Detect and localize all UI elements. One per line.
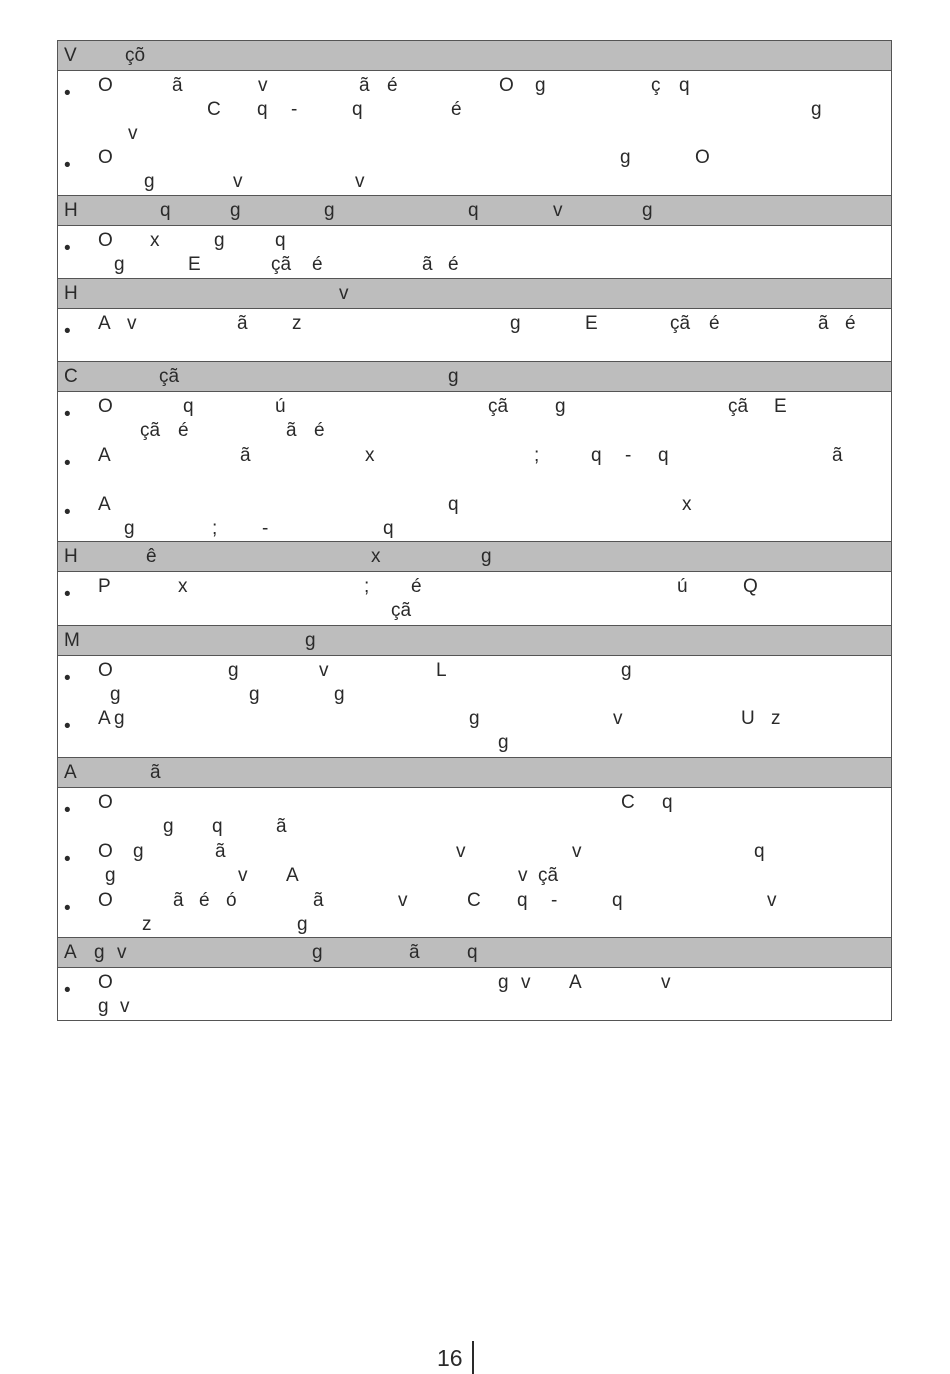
bullet-marker: • — [64, 800, 71, 821]
body-text-fragment: - — [262, 518, 269, 539]
body-text-fragment: ã — [286, 420, 297, 441]
body-text-fragment: g — [163, 816, 174, 837]
body-text-fragment: g — [498, 972, 509, 993]
body-text-fragment: x — [150, 230, 160, 251]
body-text-fragment: ã — [240, 445, 251, 466]
section-title-fragment: A — [64, 762, 77, 783]
body-text-fragment: ã — [173, 890, 184, 911]
body-text-fragment: g — [334, 684, 345, 705]
body-text-fragment: çã — [140, 420, 161, 441]
section-title-fragment: x — [371, 546, 381, 567]
body-text-fragment: g — [469, 708, 480, 729]
body-text-fragment: O — [98, 147, 113, 168]
section-title-fragment: g — [642, 200, 653, 221]
body-text-fragment: é — [845, 313, 856, 334]
bullet-marker: • — [64, 668, 71, 689]
body-text-fragment: ã — [215, 841, 226, 862]
section-title-fragment: g — [230, 200, 241, 221]
body-text-fragment: ã — [832, 445, 843, 466]
section-title-fragment: M — [64, 630, 80, 651]
body-text-fragment: çã — [271, 254, 292, 275]
body-text-fragment: A — [98, 313, 111, 334]
body-text-fragment: ç — [651, 75, 661, 96]
section-body — [58, 309, 891, 362]
body-text-fragment: q — [517, 890, 528, 911]
body-text-fragment: - — [551, 890, 558, 911]
body-text-fragment: ã — [237, 313, 248, 334]
body-text-fragment: A — [98, 445, 111, 466]
body-text-fragment: g — [228, 660, 239, 681]
body-text-fragment: O — [98, 841, 113, 862]
section-title-fragment: g — [448, 366, 459, 387]
section-title-fragment: g — [481, 546, 492, 567]
body-text-fragment: Q — [743, 576, 758, 597]
body-text-fragment: v — [127, 313, 137, 334]
section-title-fragment: çõ — [125, 45, 146, 66]
section-title-fragment: g — [312, 942, 323, 963]
body-text-fragment: z — [292, 313, 302, 334]
body-text-fragment: é — [709, 313, 720, 334]
body-text-fragment: q — [383, 518, 394, 539]
body-text-fragment: O — [98, 230, 113, 251]
body-text-fragment: v — [398, 890, 408, 911]
body-text-fragment: q — [612, 890, 623, 911]
section-body — [58, 71, 891, 196]
body-text-fragment: ã — [422, 254, 433, 275]
body-text-fragment: q — [183, 396, 194, 417]
bullet-marker: • — [64, 716, 71, 737]
body-text-fragment: A — [569, 972, 582, 993]
bullet-marker: • — [64, 502, 71, 523]
bullet-marker: • — [64, 980, 71, 1001]
body-text-fragment: g — [214, 230, 225, 251]
section-header — [58, 362, 891, 392]
section-title-fragment: v — [339, 283, 349, 304]
body-text-fragment: E — [585, 313, 598, 334]
body-text-fragment: ã — [359, 75, 370, 96]
section-body — [58, 392, 891, 542]
troubleshooting-table — [57, 40, 892, 1021]
body-text-fragment: x — [365, 445, 375, 466]
section-title-fragment: g — [94, 942, 105, 963]
body-text-fragment: O — [98, 660, 113, 681]
body-text-fragment: v — [767, 890, 777, 911]
section-header — [58, 196, 891, 226]
body-text-fragment: g — [114, 254, 125, 275]
section-title-fragment: H — [64, 546, 78, 567]
body-text-fragment: v — [233, 171, 243, 192]
body-text-fragment: q — [352, 99, 363, 120]
body-text-fragment: v — [128, 123, 138, 144]
body-text-fragment: g — [620, 147, 631, 168]
bullet-marker: • — [64, 238, 71, 259]
body-text-fragment: é — [312, 254, 323, 275]
section-title-fragment: ê — [146, 546, 157, 567]
body-text-fragment: é — [448, 254, 459, 275]
section-body — [58, 656, 891, 758]
page-number: 16 — [437, 1345, 463, 1371]
body-text-fragment: ã — [172, 75, 183, 96]
body-text-fragment: A — [98, 494, 111, 515]
body-text-fragment: ú — [275, 396, 286, 417]
bullet-marker: • — [64, 898, 71, 919]
section-header — [58, 626, 891, 656]
section-title-fragment: g — [324, 200, 335, 221]
section-body — [58, 788, 891, 938]
body-text-fragment: ; — [212, 518, 218, 539]
section-title-fragment: g — [305, 630, 316, 651]
section-title-fragment: ã — [409, 942, 420, 963]
body-text-fragment: v — [238, 865, 248, 886]
body-text-fragment: v — [572, 841, 582, 862]
body-text-fragment: - — [625, 445, 632, 466]
body-text-fragment: v — [661, 972, 671, 993]
body-text-fragment: v — [120, 996, 130, 1017]
body-text-fragment: v — [521, 972, 531, 993]
body-text-fragment: g — [98, 996, 109, 1017]
section-header — [58, 279, 891, 309]
body-text-fragment: - — [291, 99, 298, 120]
body-text-fragment: q — [275, 230, 286, 251]
body-text-fragment: v — [613, 708, 623, 729]
body-text-fragment: ú — [677, 576, 688, 597]
section-header — [58, 542, 891, 572]
section-header — [58, 938, 891, 968]
body-text-fragment: é — [178, 420, 189, 441]
section-title-fragment: ã — [150, 762, 161, 783]
section-title-fragment: q — [468, 200, 479, 221]
body-text-fragment: é — [411, 576, 422, 597]
body-text-fragment: A — [98, 708, 111, 729]
body-text-fragment: v — [355, 171, 365, 192]
body-text-fragment: g — [621, 660, 632, 681]
body-text-fragment: E — [774, 396, 787, 417]
body-text-fragment: q — [591, 445, 602, 466]
body-text-fragment: g — [144, 171, 155, 192]
bullet-marker: • — [64, 155, 71, 176]
section-title-fragment: V — [64, 45, 77, 66]
section-title-fragment: H — [64, 200, 78, 221]
body-text-fragment: q — [679, 75, 690, 96]
section-title-fragment: q — [160, 200, 171, 221]
body-text-fragment: é — [314, 420, 325, 441]
body-text-fragment: A — [286, 865, 299, 886]
body-text-fragment: ; — [364, 576, 370, 597]
body-text-fragment: ó — [226, 890, 237, 911]
body-text-fragment: g — [535, 75, 546, 96]
body-text-fragment: g — [555, 396, 566, 417]
body-text-fragment: C — [467, 890, 481, 911]
body-text-fragment: O — [98, 972, 113, 993]
section-body — [58, 226, 891, 279]
body-text-fragment: q — [448, 494, 459, 515]
body-text-fragment: çã — [670, 313, 691, 334]
section-title-fragment: A — [64, 942, 77, 963]
body-text-fragment: g — [811, 99, 822, 120]
body-text-fragment: O — [98, 396, 113, 417]
body-text-fragment: z — [771, 708, 781, 729]
body-text-fragment: O — [98, 75, 113, 96]
body-text-fragment: O — [499, 75, 514, 96]
section-title-fragment: v — [117, 942, 127, 963]
body-text-fragment: O — [98, 890, 113, 911]
body-text-fragment: x — [682, 494, 692, 515]
body-text-fragment: L — [436, 660, 447, 681]
body-text-fragment: q — [257, 99, 268, 120]
body-text-fragment: v — [319, 660, 329, 681]
body-text-fragment: g — [297, 914, 308, 935]
bullet-marker: • — [64, 83, 71, 104]
body-text-fragment: q — [754, 841, 765, 862]
body-text-fragment: O — [98, 792, 113, 813]
body-text-fragment: ; — [534, 445, 540, 466]
section-header — [58, 758, 891, 788]
body-text-fragment: O — [695, 147, 710, 168]
body-text-fragment: é — [199, 890, 210, 911]
body-text-fragment: é — [451, 99, 462, 120]
body-text-fragment: g — [249, 684, 260, 705]
body-text-fragment: q — [658, 445, 669, 466]
body-text-fragment: v — [518, 865, 528, 886]
section-title-fragment: H — [64, 283, 78, 304]
body-text-fragment: çã — [728, 396, 749, 417]
body-text-fragment: g — [110, 684, 121, 705]
body-text-fragment: çã — [391, 600, 412, 621]
bullet-marker: • — [64, 321, 71, 342]
body-text-fragment: q — [212, 816, 223, 837]
bullet-marker: • — [64, 404, 71, 425]
page-number-rule — [472, 1341, 474, 1374]
body-text-fragment: U — [741, 708, 755, 729]
section-body — [58, 572, 891, 626]
bullet-marker: • — [64, 584, 71, 605]
section-body — [58, 968, 891, 1020]
body-text-fragment: g — [124, 518, 135, 539]
body-text-fragment: v — [258, 75, 268, 96]
section-header — [58, 41, 891, 71]
body-text-fragment: x — [178, 576, 188, 597]
body-text-fragment: E — [188, 254, 201, 275]
body-text-fragment: çã — [538, 865, 559, 886]
body-text-fragment: g — [498, 732, 509, 753]
body-text-fragment: g — [510, 313, 521, 334]
body-text-fragment: v — [456, 841, 466, 862]
body-text-fragment: é — [387, 75, 398, 96]
body-text-fragment: z — [142, 914, 152, 935]
body-text-fragment: g — [105, 865, 116, 886]
body-text-fragment: C — [207, 99, 221, 120]
body-text-fragment: çã — [488, 396, 509, 417]
body-text-fragment: q — [662, 792, 673, 813]
section-title-fragment: C — [64, 366, 78, 387]
body-text-fragment: ã — [818, 313, 829, 334]
section-title-fragment: q — [467, 942, 478, 963]
body-text-fragment: g — [114, 708, 125, 729]
section-title-fragment: çã — [159, 366, 180, 387]
bullet-marker: • — [64, 453, 71, 474]
body-text-fragment: ã — [276, 816, 287, 837]
body-text-fragment: P — [98, 576, 111, 597]
section-title-fragment: v — [553, 200, 563, 221]
body-text-fragment: C — [621, 792, 635, 813]
bullet-marker: • — [64, 849, 71, 870]
body-text-fragment: g — [133, 841, 144, 862]
body-text-fragment: ã — [313, 890, 324, 911]
